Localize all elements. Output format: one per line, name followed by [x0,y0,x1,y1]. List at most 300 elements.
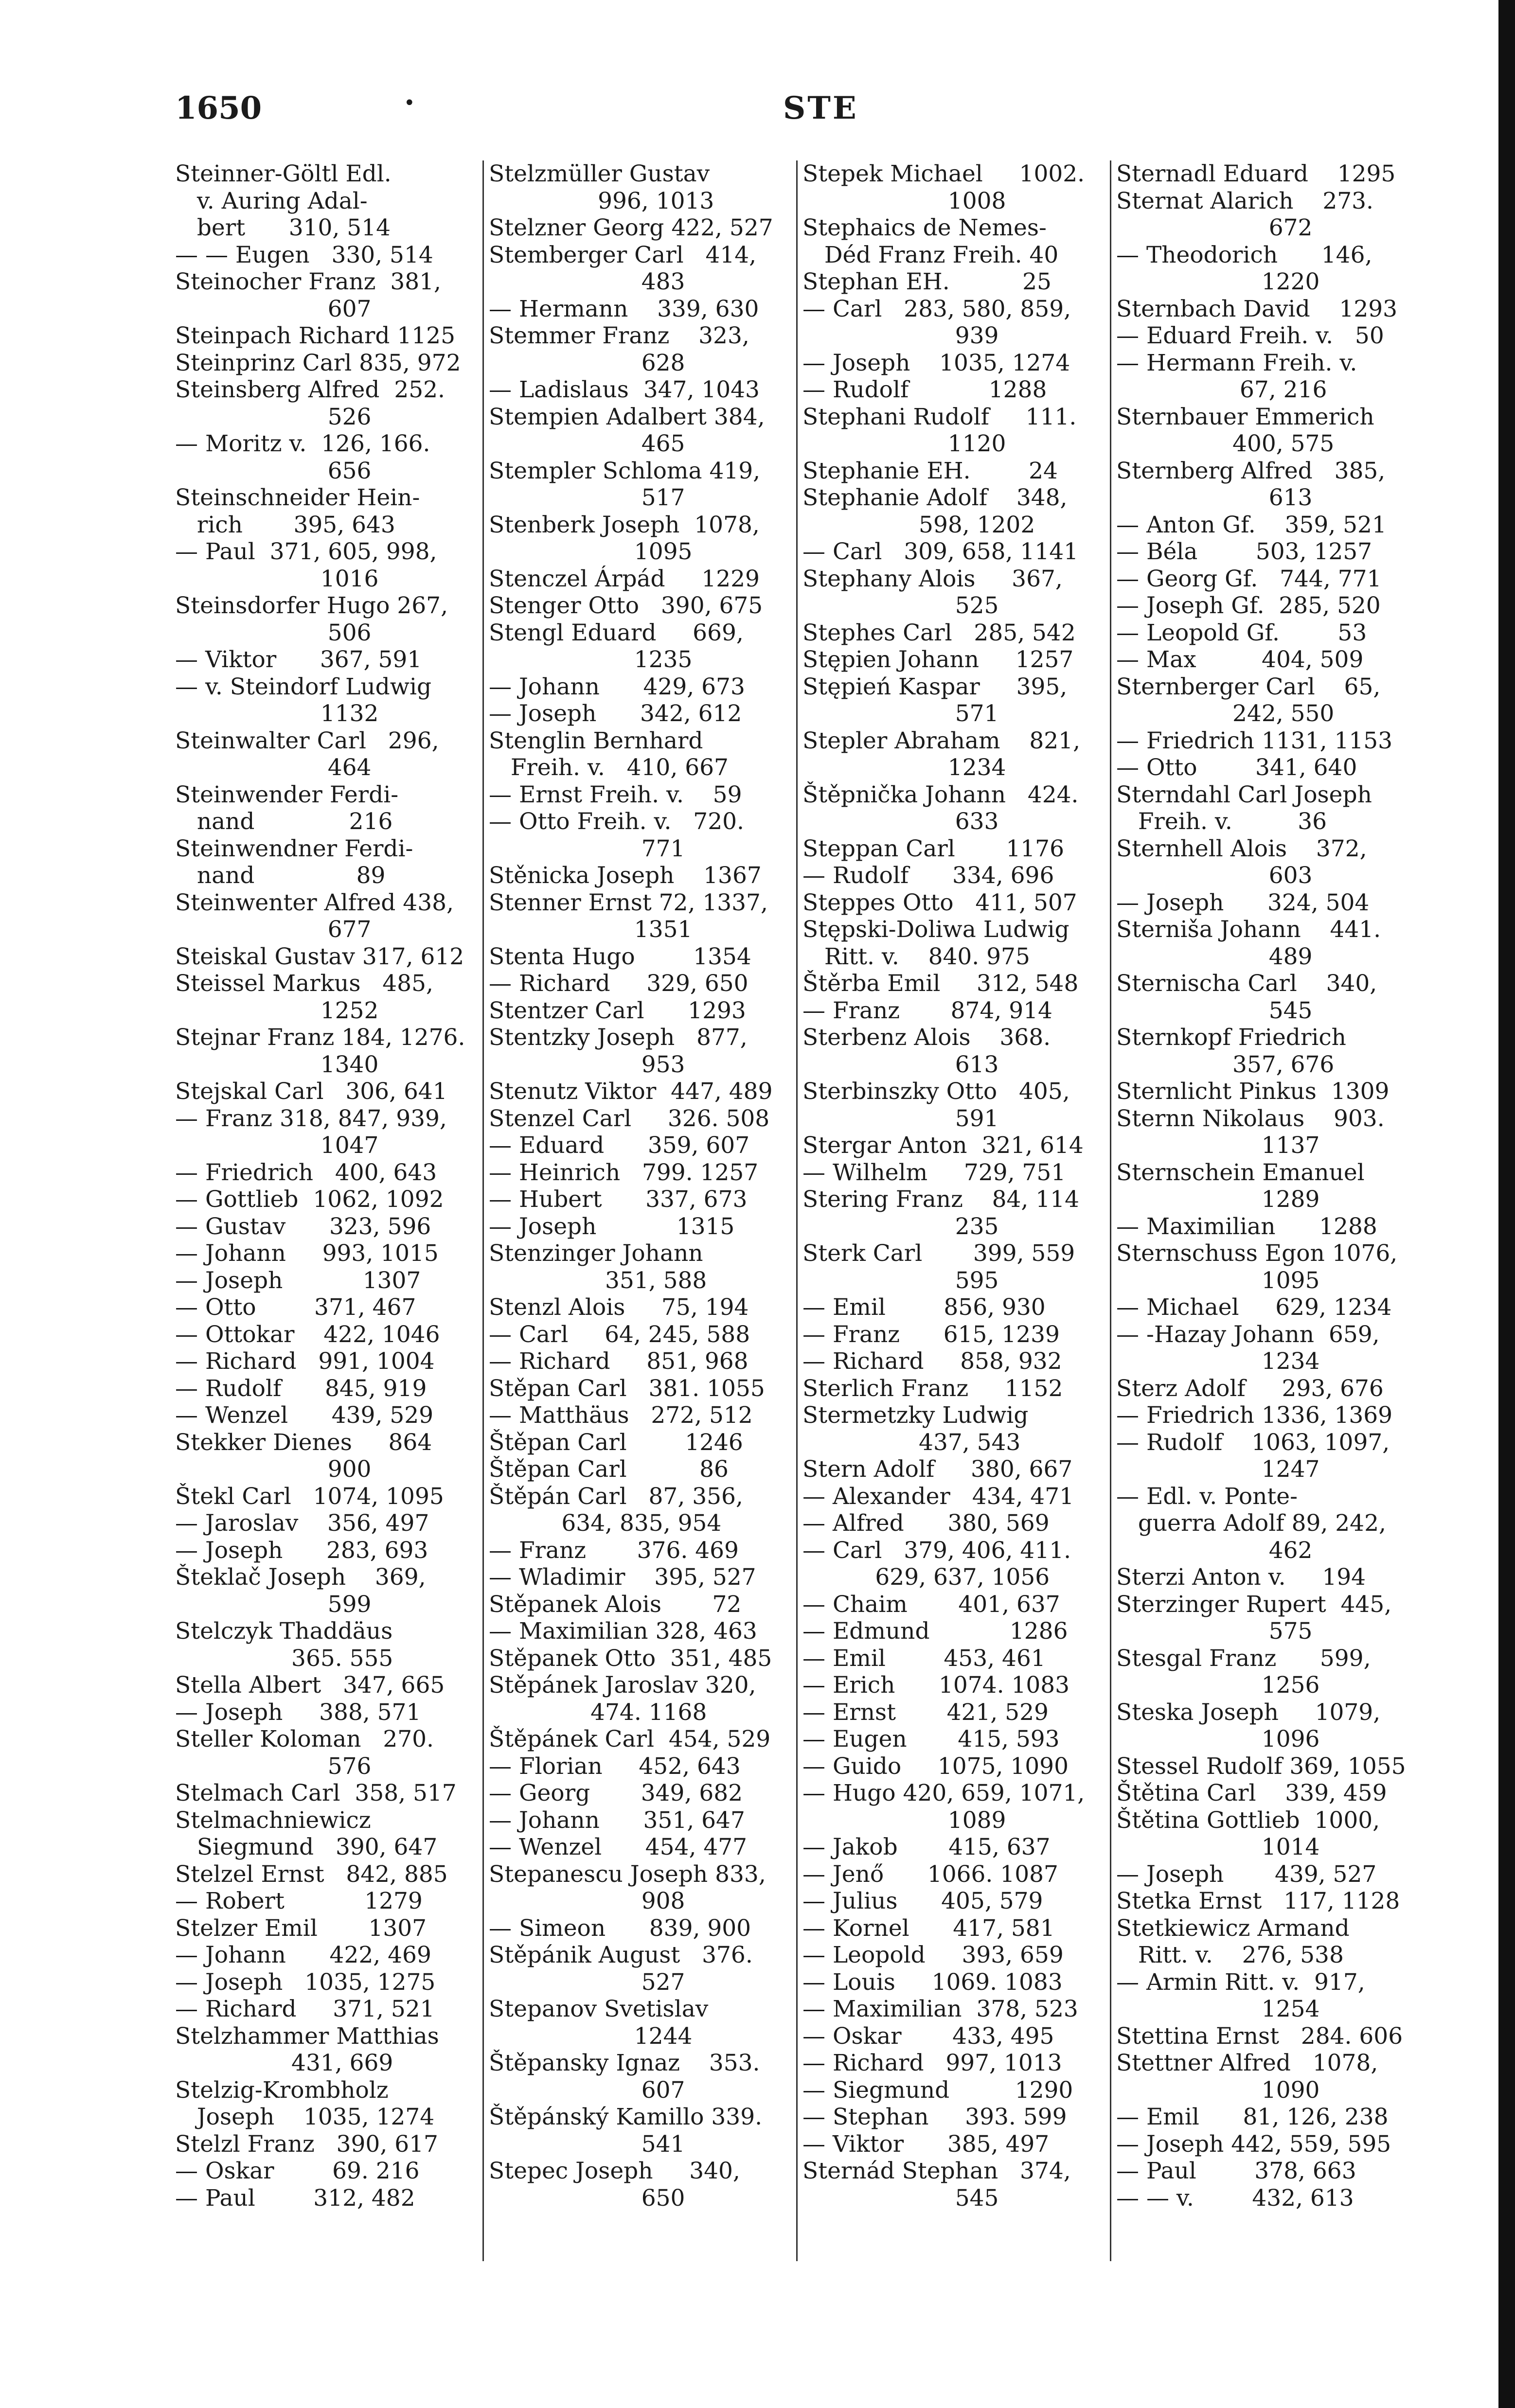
index-entry: 613 [1116,484,1313,511]
index-entry: — Richard 997, 1013 [802,2050,1062,2076]
index-entry: Stelzig-Krombholz [175,2076,389,2104]
index-entry: — Edl. v. Ponte- [1116,1483,1298,1510]
index-entry: Stekker Dienes 864 [175,1429,432,1456]
index-entry: 506 [175,619,372,646]
index-entry: — Maximilian 328, 463 [489,1618,757,1645]
index-entry: Stephanie EH. 24 [802,457,1058,484]
index-entry: — Joseph 342, 612 [489,700,742,727]
index-entry: 1289 [1116,1186,1320,1213]
index-entry: 545 [802,2184,999,2212]
index-entry: Freih. v. 410, 667 [489,754,729,781]
index-entry: — Richard 991, 1004 [175,1348,435,1375]
index-entry: Štěpansky Ignaz 353. [489,2050,760,2076]
index-entry: 628 [489,349,685,376]
index-entry: Sterbinszky Otto 405, [802,1078,1070,1105]
index-entry: — Oskar 69. 216 [175,2158,420,2184]
index-entry: — Hubert 337, 673 [489,1186,748,1213]
index-entry: — Jakob 415, 637 [802,1834,1051,1860]
index-entry: — Johann 351, 647 [489,1806,745,1834]
index-entry: Steinwalter Carl 296, [175,727,439,754]
index-entry: Stesgal Franz 599, [1116,1645,1371,1672]
index-entry: 603 [1116,862,1313,889]
index-entry: Steinner-Göltl Edl. [175,160,392,187]
index-entry: 541 [489,2130,685,2158]
index-entry: Stengl Eduard 669, [489,619,744,646]
index-entry: Joseph 1035, 1274 [175,2104,435,2130]
index-entry: — Otto 341, 640 [1116,754,1357,781]
index-entry: Freih. v. 36 [1116,808,1327,835]
index-entry: 489 [1116,943,1313,970]
index-entry: Steinwender Ferdi- [175,781,399,808]
index-entry: — Johann 993, 1015 [175,1240,439,1267]
index-entry: Steller Koloman 270. [175,1726,434,1753]
index-entry: Sterzinger Rupert 445, [1116,1591,1392,1618]
index-entry: — Moritz v. 126, 166. [175,430,430,457]
index-entry: Stetka Ernst 117, 1128 [1116,1888,1400,1914]
index-entry: Sternbauer Emmerich [1116,403,1374,430]
index-entry: Sternhell Alois 372, [1116,835,1367,862]
index-entry: — Joseph 324, 504 [1116,889,1370,916]
index-entry: — Carl 379, 406, 411. [802,1537,1071,1564]
index-entry: — Richard 371, 521 [175,1996,435,2022]
index-entry: — Joseph 1035, 1274 [802,349,1070,376]
index-entry: Stenger Otto 390, 675 [489,592,763,619]
index-entry: Sterk Carl 399, 559 [802,1240,1075,1267]
index-entry: — Guido 1075, 1090 [802,1753,1069,1780]
index-entry: — Joseph 1315 [489,1213,735,1240]
index-entry: — Leopold 393, 659 [802,1942,1064,1968]
index-entry: Štětina Carl 339, 459 [1116,1780,1387,1806]
index-entry: — Richard 851, 968 [489,1348,749,1375]
index-entry: — Oskar 433, 495 [802,2022,1054,2050]
index-entry: — Richard 858, 932 [802,1348,1062,1375]
index-entry: 400, 575 [1116,430,1335,457]
index-entry: 595 [802,1267,999,1294]
index-entry: 656 [175,457,372,484]
index-entry: — Joseph 442, 559, 595 [1116,2130,1391,2158]
index-entry: 908 [489,1888,685,1914]
index-entry: Stěpánek Jaroslav 320, [489,1672,756,1699]
index-entry: 1254 [1116,1996,1320,2022]
index-entry: Štěrba Emil 312, 548 [802,970,1079,997]
index-entry: — Rudolf 334, 696 [802,862,1054,889]
index-entry: Stetkiewicz Armand [1116,1914,1350,1942]
index-entry: Stelmach Carl 358, 517 [175,1780,457,1806]
index-entry: — Kornel 417, 581 [802,1914,1055,1942]
index-entry: Steppan Carl 1176 [802,835,1064,862]
index-entry: — Ernst 421, 529 [802,1699,1049,1726]
index-entry: Stephani Rudolf 111. [802,403,1077,430]
index-entry: Stephan EH. 25 [802,268,1052,295]
index-entry: 1220 [1116,268,1320,295]
index-entry: 1252 [175,997,379,1024]
index-entry: Stepanescu Joseph 833, [489,1860,766,1888]
index-entry: — Carl 283, 580, 859, [802,295,1071,322]
index-entry: — Hugo 420, 659, 1071, [802,1780,1085,1806]
index-entry: 633 [802,808,999,835]
index-entry: — Wladimir 395, 527 [489,1564,756,1591]
index-entry: Stępski-Doliwa Ludwig [802,916,1069,943]
index-entry: — Joseph 283, 693 [175,1537,428,1564]
index-entry: — Simeon 839, 900 [489,1914,751,1942]
index-entry: — Alexander 434, 471 [802,1483,1074,1510]
index-entry: 1235 [489,646,693,673]
index-entry: Stěpanek Alois 72 [489,1591,742,1618]
index-entry: 483 [489,268,685,295]
index-entry: — Emil 81, 126, 238 [1116,2104,1389,2130]
index-entry: — Paul 371, 605, 998, [175,538,437,565]
index-entry: Ritt. v. 276, 538 [1116,1942,1344,1968]
index-entry: 677 [175,916,372,943]
index-entry: Stěpanek Otto 351, 485 [489,1645,772,1672]
index-entry: 462 [1116,1537,1313,1564]
index-entry: 431, 669 [175,2050,393,2076]
index-entry: — Georg 349, 682 [489,1780,743,1806]
index-entry: — Hermann 339, 630 [489,295,759,322]
index-entry: — Heinrich 799. 1257 [489,1159,759,1186]
index-entry: — Emil 453, 461 [802,1645,1046,1672]
index-entry: Stejskal Carl 306, 641 [175,1078,447,1105]
index-entry: — Louis 1069. 1083 [802,1968,1063,1996]
index-entry: Sterz Adolf 293, 676 [1116,1375,1384,1402]
index-entry: Štěpánský Kamillo 339. [489,2104,763,2130]
index-entry: — Joseph 1307 [175,1267,421,1294]
index-entry: Sterlich Franz 1152 [802,1375,1063,1402]
index-entry: Sterndahl Carl Joseph [1116,781,1372,808]
index-entry: Stenzel Carl 326. 508 [489,1105,770,1132]
index-entry: — v. Steindorf Ludwig [175,673,432,700]
index-entry: Stelzmüller Gustav [489,160,710,187]
index-entry: — Eduard Freih. v. 50 [1116,322,1384,349]
index-column-3 [798,160,1111,2261]
index-entry: — Rudolf 845, 919 [175,1375,427,1402]
index-column-1 [170,160,484,2261]
index-entry: 771 [489,835,685,862]
index-entry: — Franz 874, 914 [802,997,1052,1024]
index-entry: Sternschein Emanuel [1116,1159,1365,1186]
index-entry: Stephanie Adolf 348, [802,484,1068,511]
index-entry: Stessel Rudolf 369, 1055 [1116,1753,1406,1780]
index-entry: 575 [1116,1618,1313,1645]
index-entry: 1047 [175,1132,379,1159]
index-entry: rich 395, 643 [175,511,395,538]
index-entry: Stenzinger Johann [489,1240,703,1267]
index-entry: Sternberg Alfred 385, [1116,457,1386,484]
index-entry: 607 [175,295,372,322]
index-entry: — Wilhelm 729, 751 [802,1159,1066,1186]
index-entry: 1095 [1116,1267,1320,1294]
index-entry: — Leopold Gf. 53 [1116,619,1367,646]
index-entry: 545 [1116,997,1313,1024]
index-entry: — Joseph Gf. 285, 520 [1116,592,1381,619]
index-entry: Sterzi Anton v. 194 [1116,1564,1366,1591]
index-entry: 629, 637, 1056 [802,1564,1050,1591]
index-entry: — Viktor 367, 591 [175,646,422,673]
index-entry: — Georg Gf. 744, 771 [1116,565,1382,592]
index-entry: Sternbach David 1293 [1116,295,1398,322]
index-entry: — Johann 422, 469 [175,1942,431,1968]
index-entry: Stejnar Franz 184, 1276. [175,1024,465,1051]
index-entry: — Béla 503, 1257 [1116,538,1372,565]
index-entry: — Emil 856, 930 [802,1294,1046,1321]
index-entry: — Maximilian 378, 523 [802,1996,1078,2022]
index-entry: 1247 [1116,1456,1320,1483]
index-entry: Štěpnička Johann 424. [802,781,1079,808]
index-entry: — — v. 432, 613 [1116,2184,1354,2212]
index-entry: 1256 [1116,1672,1320,1699]
index-entry: nand 216 [175,808,393,835]
index-entry: — Viktor 385, 497 [802,2130,1050,2158]
index-entry: — Gustav 323, 596 [175,1213,431,1240]
index-entry: — Stephan 393. 599 [802,2104,1067,2130]
index-entry: bert 310, 514 [175,214,391,241]
index-entry: — Eduard 359, 607 [489,1132,750,1159]
index-entry: Stettner Alfred 1078, [1116,2050,1378,2076]
section-title: STE [783,90,858,126]
index-entry: Sternadl Eduard 1295 [1116,160,1396,187]
index-entry: 242, 550 [1116,700,1335,727]
index-entry: — Joseph 439, 527 [1116,1860,1377,1888]
index-entry: — Erich 1074. 1083 [802,1672,1070,1699]
index-entry: Stepanov Svetislav [489,1996,709,2022]
index-entry: Stephes Carl 285, 542 [802,619,1076,646]
page-header [175,90,1427,134]
index-entry: — Julius 405, 579 [802,1888,1043,1914]
index-entry: Steinwendner Ferdi- [175,835,413,862]
index-entry: — Ernst Freih. v. 59 [489,781,742,808]
index-entry: Stěpan Carl 381. 1055 [489,1375,765,1402]
index-entry: 634, 835, 954 [489,1510,722,1537]
index-entry: Stephany Alois 367, [802,565,1063,592]
index-entry: Steinocher Franz 381, [175,268,441,295]
index-entry: Štěpan Carl 86 [489,1456,729,1483]
index-entry: 1234 [1116,1348,1320,1375]
index-entry: — Paul 378, 663 [1116,2158,1356,2184]
index-entry: Stepler Abraham 821, [802,727,1081,754]
index-entry: 465 [489,430,685,457]
index-entry: — Otto Freih. v. 720. [489,808,744,835]
index-entry: 672 [1116,214,1313,241]
index-entry: Šteklač Joseph 369, [175,1564,426,1591]
index-entry: Štěpánek Carl 454, 529 [489,1726,771,1753]
index-entry: 351, 588 [489,1267,707,1294]
index-entry: Sternberger Carl 65, [1116,673,1381,700]
index-entry: 598, 1202 [802,511,1035,538]
index-entry: — Richard 329, 650 [489,970,749,997]
index-entry: 1244 [489,2022,693,2050]
index-entry: 1089 [802,1806,1006,1834]
index-entry: Stering Franz 84, 114 [802,1186,1079,1213]
index-entry: — Franz 615, 1239 [802,1321,1060,1348]
index-entry: Štěpan Carl 1246 [489,1429,743,1456]
index-entry: 357, 676 [1116,1051,1335,1078]
index-entry: 1132 [175,700,379,727]
index-entry: — Rudolf 1288 [802,376,1047,403]
index-columns [170,160,1425,2261]
index-entry: — Jaroslav 356, 497 [175,1510,429,1537]
index-entry: Sternn Nikolaus 903. [1116,1105,1385,1132]
index-entry: 1137 [1116,1132,1320,1159]
index-entry: 900 [175,1456,372,1483]
index-entry: 607 [489,2076,685,2104]
index-entry: Stelzhammer Matthias [175,2022,439,2050]
index-entry: Stemmer Franz 323, [489,322,749,349]
index-entry: — Anton Gf. 359, 521 [1116,511,1387,538]
index-entry: Stettina Ernst 284. 606 [1116,2022,1403,2050]
index-entry: Steinsberg Alfred 252. [175,376,445,403]
index-entry: Stenglin Bernhard [489,727,703,754]
index-entry: Stenta Hugo 1354 [489,943,751,970]
index-entry: Sternkopf Friedrich [1116,1024,1346,1051]
index-entry: Ritt. v. 840. 975 [802,943,1030,970]
index-entry: Sternád Stephan 374, [802,2158,1071,2184]
index-entry: — Friedrich 1131, 1153 [1116,727,1393,754]
index-entry: Stella Albert 347, 665 [175,1672,445,1699]
index-entry: — Franz 376. 469 [489,1537,739,1564]
index-entry: — Eugen 415, 593 [802,1726,1060,1753]
index-entry: Steppes Otto 411, 507 [802,889,1077,916]
index-entry: — Rudolf 1063, 1097, [1116,1429,1390,1456]
index-entry: — Otto 371, 467 [175,1294,416,1321]
index-entry: 235 [802,1213,999,1240]
index-entry: guerra Adolf 89, 242, [1116,1510,1386,1537]
index-entry: Stempler Schloma 419, [489,457,761,484]
index-entry: 517 [489,484,685,511]
index-entry: 599 [175,1591,372,1618]
index-entry: 1095 [489,538,693,565]
index-entry: 591 [802,1105,999,1132]
index-entry: Stenberk Joseph 1078, [489,511,760,538]
index-entry: Stepec Joseph 340, [489,2158,740,2184]
scan-border [1498,0,1515,2408]
index-entry: Steinwenter Alfred 438, [175,889,454,916]
index-entry: Stelzl Franz 390, 617 [175,2130,438,2158]
index-entry: — Friedrich 400, 643 [175,1159,437,1186]
index-entry: 464 [175,754,372,781]
header-dot: • [404,92,415,114]
index-entry: 527 [489,1968,685,1996]
index-entry: 1090 [1116,2076,1320,2104]
index-entry: 571 [802,700,999,727]
index-entry: Stelzner Georg 422, 527 [489,214,773,241]
index-entry: Sternlicht Pinkus 1309 [1116,1078,1390,1105]
index-entry: — Chaim 401, 637 [802,1591,1060,1618]
index-entry: Stemberger Carl 414, [489,241,757,268]
index-entry: 1014 [1116,1834,1320,1860]
index-entry: Sterbenz Alois 368. [802,1024,1051,1051]
index-entry: 613 [802,1051,999,1078]
index-entry: — Friedrich 1336, 1369 [1116,1402,1393,1429]
index-entry: — Maximilian 1288 [1116,1213,1377,1240]
index-entry: Steinprinz Carl 835, 972 [175,349,461,376]
index-entry: — Theodorich 146, [1116,241,1372,268]
index-entry: — Johann 429, 673 [489,673,745,700]
index-entry: Stentzky Joseph 877, [489,1024,748,1051]
index-entry: — Max 404, 509 [1116,646,1364,673]
index-entry: — Carl 309, 658, 1141 [802,538,1079,565]
index-entry: Stenner Ernst 72, 1337, [489,889,768,916]
index-entry: 1340 [175,1051,379,1078]
index-entry: Stergar Anton 321, 614 [802,1132,1084,1159]
index-entry: — Florian 452, 643 [489,1753,741,1780]
index-column-2 [484,160,798,2261]
index-entry: Steinsdorfer Hugo 267, [175,592,448,619]
index-entry: 526 [175,403,372,430]
index-entry: nand 89 [175,862,386,889]
index-entry: Sternat Alarich 273. [1116,187,1373,214]
index-entry: 437, 543 [802,1429,1021,1456]
index-entry: Stenzl Alois 75, 194 [489,1294,749,1321]
index-entry: Steiskal Gustav 317, 612 [175,943,464,970]
index-entry: 1120 [802,430,1006,457]
index-entry: Stempien Adalbert 384, [489,403,765,430]
index-entry: 525 [802,592,999,619]
index-entry: Štěpán Carl 87, 356, [489,1483,743,1510]
index-entry: — Wenzel 454, 477 [489,1834,748,1860]
index-entry: 1351 [489,916,693,943]
index-entry: 1008 [802,187,1006,214]
index-entry: 365. 555 [175,1645,393,1672]
index-entry: — Ladislaus 347, 1043 [489,376,760,403]
index-entry: Steinschneider Hein- [175,484,420,511]
index-column-4 [1111,160,1425,2261]
index-entry: — Siegmund 1290 [802,2076,1073,2104]
index-entry: Stelzel Ernst 842, 885 [175,1860,448,1888]
index-entry: Stenutz Viktor 447, 489 [489,1078,773,1105]
index-entry: Stern Adolf 380, 667 [802,1456,1073,1483]
index-entry: — Carl 64, 245, 588 [489,1321,750,1348]
index-entry: — Armin Ritt. v. 917, [1116,1968,1365,1996]
index-entry: v. Auring Adal- [175,187,368,214]
index-entry: — -Hazay Johann 659, [1116,1321,1380,1348]
index-entry: 996, 1013 [489,187,714,214]
index-entry: — Ottokar 422, 1046 [175,1321,440,1348]
index-entry: Stępień Kaspar 395, [802,673,1068,700]
index-entry: — Matthäus 272, 512 [489,1402,753,1429]
index-entry: — Paul 312, 482 [175,2184,415,2212]
index-entry: — Michael 629, 1234 [1116,1294,1392,1321]
index-entry: Sternschuss Egon 1076, [1116,1240,1398,1267]
index-entry: Sternischa Carl 340, [1116,970,1377,997]
index-entry: 1234 [802,754,1006,781]
index-entry: Stěpánik August 376. [489,1942,753,1968]
index-entry: Stelmachniewicz [175,1806,371,1834]
index-entry: 953 [489,1051,685,1078]
index-entry: — Wenzel 439, 529 [175,1402,434,1429]
index-entry: — — Eugen 330, 514 [175,241,433,268]
index-entry: Stelzer Emil 1307 [175,1914,427,1942]
index-entry: 650 [489,2184,685,2212]
index-entry: Stenczel Árpád 1229 [489,565,760,592]
index-entry: — Gottlieb 1062, 1092 [175,1186,444,1213]
index-entry: — Jenő 1066. 1087 [802,1860,1058,1888]
index-entry: 1096 [1116,1726,1320,1753]
index-entry: Siegmund 390, 647 [175,1834,438,1860]
index-entry: Štekl Carl 1074, 1095 [175,1483,444,1510]
index-entry: Steska Joseph 1079, [1116,1699,1381,1726]
index-entry: Štětina Gottlieb 1000, [1116,1806,1380,1834]
index-entry: — Edmund 1286 [802,1618,1068,1645]
index-entry: — Joseph 388, 571 [175,1699,421,1726]
index-entry: 576 [175,1753,372,1780]
index-entry: Stermetzky Ludwig [802,1402,1029,1429]
index-entry: 67, 216 [1116,376,1327,403]
index-entry: — Franz 318, 847, 939, [175,1105,447,1132]
index-entry: — Joseph 1035, 1275 [175,1968,436,1996]
page-number: 1650 [175,90,262,126]
index-entry: Stelczyk Thaddäus [175,1618,393,1645]
index-entry: Steissel Markus 485, [175,970,433,997]
